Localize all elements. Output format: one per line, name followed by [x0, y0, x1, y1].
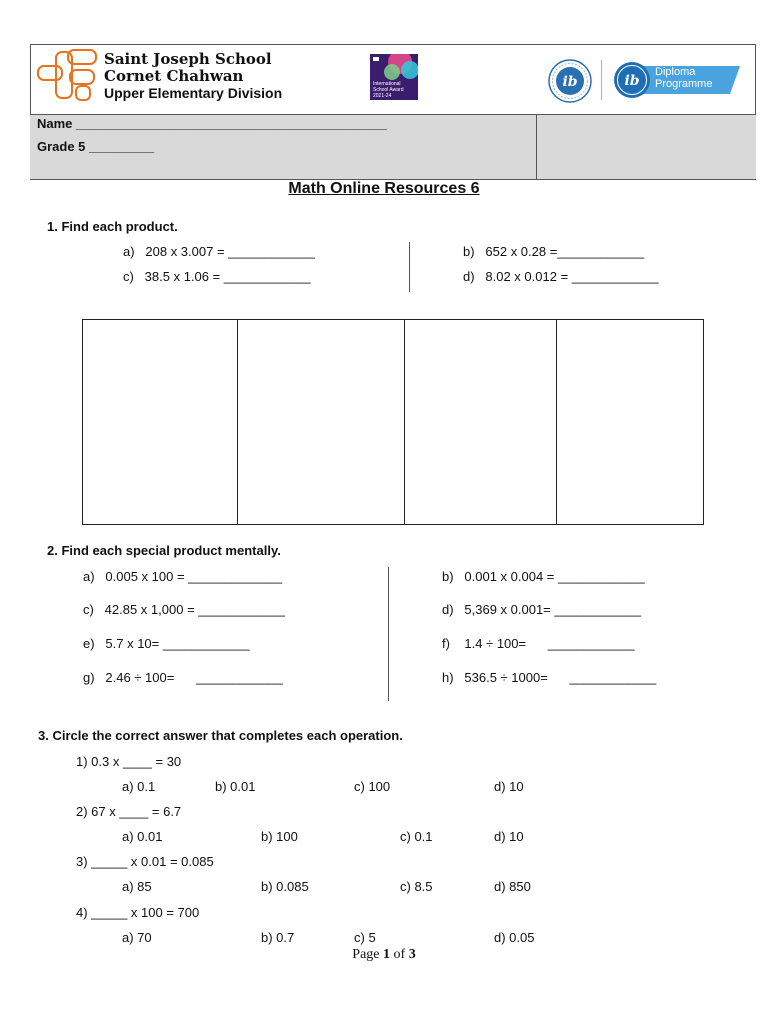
svg-text:ib: ib	[562, 74, 578, 90]
q3-p2-option-a[interactable]: a) 0.01	[122, 829, 163, 844]
q2-heading: 2. Find each special product mentally.	[47, 543, 281, 558]
q3-heading: 3. Circle the correct answer that completes each operation.	[38, 728, 403, 743]
svg-text:ib: ib	[624, 73, 640, 89]
q3-p1-option-b[interactable]: b) 0.01	[215, 779, 256, 794]
school-name-line2: Cornet Chahwan	[104, 67, 244, 85]
q3-p2-option-d[interactable]: d) 10	[494, 829, 524, 844]
dp-line1: Diploma	[655, 66, 696, 78]
header-left-border	[30, 44, 31, 114]
header-right-border	[755, 44, 756, 114]
q3-p3-option-b[interactable]: b) 0.085	[261, 879, 309, 894]
q2-item-h: h) 536.5 ÷ 1000= ____________	[442, 670, 657, 685]
q1-item-c: c) 38.5 x 1.06 = ____________	[123, 269, 311, 284]
page-current: 1	[383, 947, 391, 962]
q1-item-a: a) 208 x 3.007 = ____________	[123, 244, 315, 259]
q2-item-d: d) 5,369 x 0.001= ____________	[442, 602, 642, 617]
q3-problem-2-stem: 2) 67 x ____ = 6.7	[76, 804, 182, 819]
award-graphic-icon	[370, 54, 418, 82]
q1-item-d: d) 8.02 x 0.012 = ____________	[463, 269, 659, 284]
work-area-box	[82, 319, 704, 525]
q3-problem-1-stem: 1) 0.3 x ____ = 30	[76, 754, 182, 769]
q3-p1-option-a[interactable]: a) 0.1	[122, 779, 156, 794]
q1-column-divider	[409, 242, 410, 292]
dp-line2: Programme	[655, 78, 713, 90]
grade-field[interactable]: Grade 5 _________	[37, 139, 155, 154]
q2-item-g: g) 2.46 ÷ 100= ____________	[83, 670, 283, 685]
page-total: 3	[408, 947, 416, 962]
q2-item-a: a) 0.005 x 100 = _____________	[83, 569, 283, 584]
q2-item-c: c) 42.85 x 1,000 = ____________	[83, 602, 286, 617]
q3-p4-option-d[interactable]: d) 0.05	[494, 930, 535, 945]
q3-p3-option-c[interactable]: c) 8.5	[400, 879, 433, 894]
q3-p2-option-b[interactable]: b) 100	[261, 829, 298, 844]
q2-column-divider	[388, 567, 389, 701]
logo-separator	[601, 60, 602, 100]
q3-p4-option-b[interactable]: b) 0.7	[261, 930, 295, 945]
q2-item-b: b) 0.001 x 0.004 = ____________	[442, 569, 645, 584]
q2-item-f: f) 1.4 ÷ 100= ____________	[442, 636, 635, 651]
work-area-divider-1	[237, 319, 238, 525]
international-school-award-badge	[370, 54, 418, 100]
q1-item-b: b) 652 x 0.28 =____________	[463, 244, 645, 259]
student-info-divider	[536, 114, 537, 180]
q2-item-e: e) 5.7 x 10= ____________	[83, 636, 250, 651]
page-number	[0, 947, 768, 963]
q3-p3-option-a[interactable]: a) 85	[122, 879, 152, 894]
q3-p1-option-d[interactable]: d) 10	[494, 779, 524, 794]
q3-p2-option-c[interactable]: c) 0.1	[400, 829, 433, 844]
dp-logo-text	[655, 66, 712, 90]
award-text-2: School Award	[373, 87, 404, 93]
school-name-line1: Saint Joseph School	[104, 50, 272, 68]
division-name: Upper Elementary Division	[104, 85, 283, 101]
page-mid: of	[390, 947, 409, 962]
work-area-divider-2	[404, 319, 405, 525]
q1-heading: 1. Find each product.	[47, 219, 178, 234]
q3-problem-4-stem: 4) _____ x 100 = 700	[76, 905, 200, 920]
name-field[interactable]: Name ___________________________________________	[37, 116, 387, 131]
worksheet-title: Math Online Resources 6	[288, 180, 480, 197]
header-top-border	[30, 44, 756, 45]
q3-p4-option-c[interactable]: c) 5	[354, 930, 376, 945]
ib-seal-icon	[546, 58, 594, 104]
q3-problem-3-stem: 3) _____ x 0.01 = 0.085	[76, 854, 214, 869]
page-prefix: Page	[352, 947, 384, 962]
work-area-divider-3	[556, 319, 557, 525]
q3-p3-option-d[interactable]: d) 850	[494, 879, 531, 894]
award-text-1: International	[373, 81, 401, 87]
school-logo-icon	[36, 48, 100, 102]
award-text-3: 2021-24	[373, 93, 392, 99]
q3-p1-option-c[interactable]: c) 100	[354, 779, 391, 794]
q3-p4-option-a[interactable]: a) 70	[122, 930, 152, 945]
